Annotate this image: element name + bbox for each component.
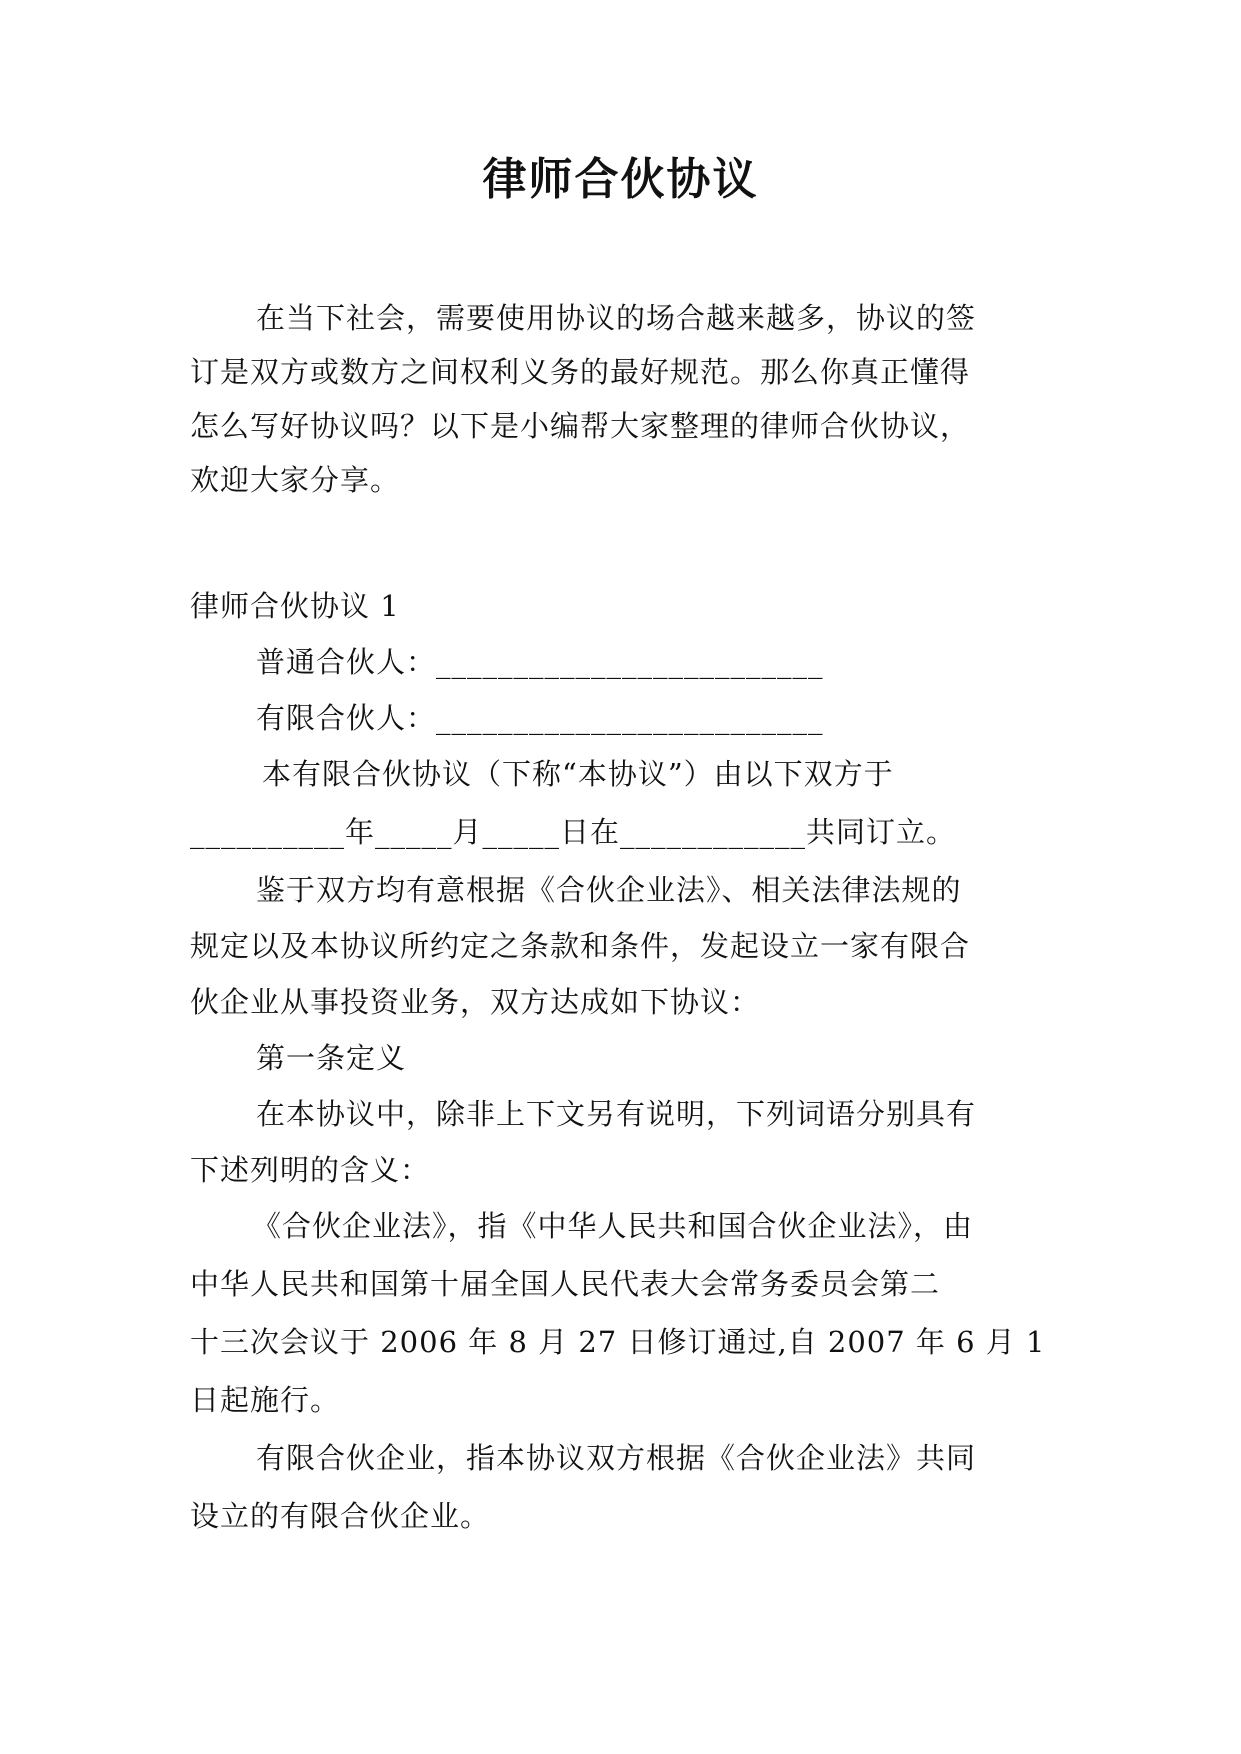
- document-title: 律师合伙协议: [482, 154, 759, 205]
- date-place-line: __________年_____月_____日在____________共同订立。: [190, 815, 957, 849]
- article-one-heading: 第一条定义: [256, 1041, 407, 1075]
- definition-2-line-1: 有限合伙企业，指本协议双方根据《合伙企业法》共同: [256, 1441, 977, 1475]
- definition-1-line-2: 中华人民共和国第十届全国人民代表大会常务委员会第二: [190, 1267, 941, 1301]
- general-partner-field: 普通合伙人：_________________________: [256, 645, 824, 679]
- whereas-line-3: 伙企业从事投资业务，双方达成如下协议：: [190, 985, 761, 1019]
- definition-1-line-4: 日起施行。: [190, 1383, 341, 1417]
- intro-line-3: 怎么写好协议吗？以下是小编帮大家整理的律师合伙协议，: [190, 409, 971, 443]
- limited-partner-field: 有限合伙人：_________________________: [256, 701, 824, 735]
- definition-intro-line-2: 下述列明的含义：: [190, 1153, 431, 1187]
- definition-1-line-1: 《合伙企业法》，指《中华人民共和国合伙企业法》，由: [252, 1209, 974, 1243]
- intro-line-4: 欢迎大家分享。: [190, 463, 401, 497]
- intro-line-1: 在当下社会，需要使用协议的场合越来越多，协议的签: [256, 301, 977, 335]
- definition-2-line-2: 设立的有限合伙企业。: [190, 1499, 491, 1533]
- agreement-intro-line: 本有限合伙协议（下称“本协议”）由以下双方于: [262, 757, 894, 791]
- whereas-line-2: 规定以及本协议所约定之条款和条件，发起设立一家有限合: [190, 929, 971, 963]
- definition-intro-line-1: 在本协议中，除非上下文另有说明，下列词语分别具有: [256, 1097, 977, 1131]
- definition-1-line-3: 十三次会议于 2006 年 8 月 27 日修订通过,自 2007 年 6 月 1: [190, 1325, 1046, 1359]
- section-heading: 律师合伙协议 1: [190, 589, 400, 623]
- intro-line-2: 订是双方或数方之间权利义务的最好规范。那么你真正懂得: [190, 355, 971, 389]
- whereas-line-1: 鉴于双方均有意根据《合伙企业法》、相关法律法规的: [256, 873, 962, 907]
